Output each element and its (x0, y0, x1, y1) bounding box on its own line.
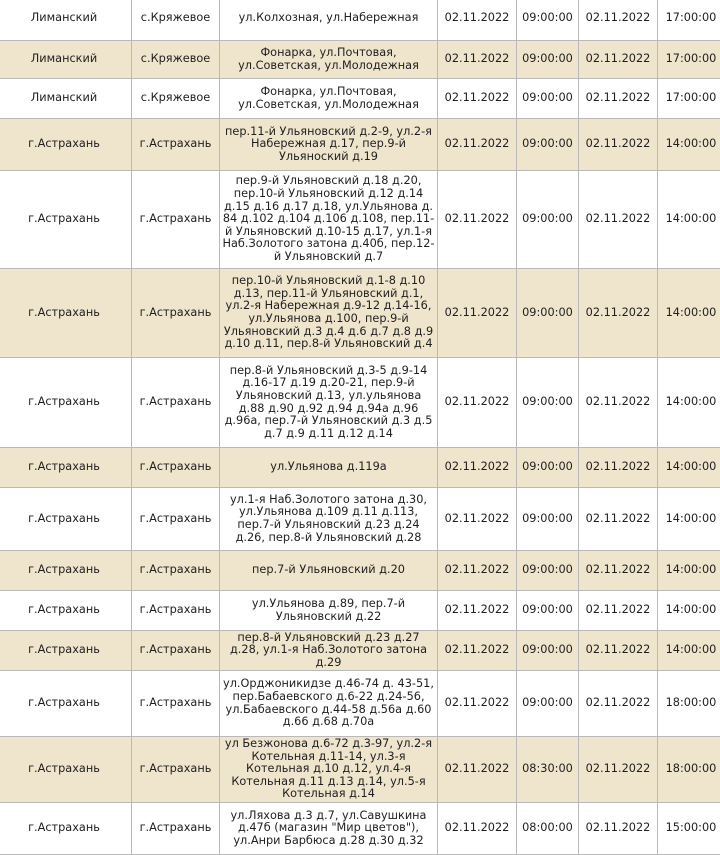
end-time-cell: 14:00:00 (658, 631, 720, 671)
start-time-cell: 09:00:00 (517, 358, 579, 448)
district-cell: г.Астрахань (0, 119, 132, 171)
end-time-cell: 18:00:00 (658, 737, 720, 803)
district-cell: г.Астрахань (0, 269, 132, 358)
end-time-cell: 17:00:00 (658, 41, 720, 79)
start-date-cell: 02.11.2022 (438, 269, 517, 358)
start-time-cell: 09:00:00 (517, 171, 579, 269)
district-cell: г.Астрахань (0, 631, 132, 671)
table-row (0, 79, 720, 119)
streets-cell: пер.8-й Ульяновский д.23 д.27 д.28, ул.1-я Наб.Золотого затона д.29 (220, 631, 438, 671)
start-date-cell: 02.11.2022 (438, 803, 517, 855)
district-cell: г.Астрахань (0, 591, 132, 631)
end-time-cell: 14:00:00 (658, 269, 720, 358)
start-date-cell: 02.11.2022 (438, 79, 517, 119)
district-cell: г.Астрахань (0, 803, 132, 855)
end-time-cell: 15:00:00 (658, 803, 720, 855)
start-time-cell: 09:00:00 (517, 0, 579, 41)
end-date-cell: 02.11.2022 (579, 41, 658, 79)
streets-cell: ул.Орджоникидзе д.46-74 д. 43-51, пер.Бабаевского д.6-22 д.24-56, ул.Бабаевского д.44-58 д.56а д.60 д.66 д.68 д.70а (220, 671, 438, 737)
table-row (0, 0, 720, 41)
start-time-cell: 08:00:00 (517, 803, 579, 855)
end-time-cell: 14:00:00 (658, 591, 720, 631)
start-date-cell: 02.11.2022 (438, 737, 517, 803)
table-row (0, 591, 720, 631)
start-time-cell: 09:00:00 (517, 448, 579, 488)
end-date-cell: 02.11.2022 (579, 119, 658, 171)
place-cell: г.Астрахань (132, 448, 220, 488)
district-cell: г.Астрахань (0, 671, 132, 737)
streets-cell: ул.1-я Наб.Золотого затона д.30, ул.Ульянова д.109 д.11 д.113, пер.7-й Ульяновский д.23 д.24 д.26, пер.8-й Ульяновский д.28 (220, 488, 438, 551)
district-cell: г.Астрахань (0, 737, 132, 803)
district-cell: г.Астрахань (0, 358, 132, 448)
table-row (0, 488, 720, 551)
table-row (0, 551, 720, 591)
end-date-cell: 02.11.2022 (579, 803, 658, 855)
table-row (0, 171, 720, 269)
place-cell: г.Астрахань (132, 358, 220, 448)
start-time-cell: 09:00:00 (517, 119, 579, 171)
table-row (0, 671, 720, 737)
table-row (0, 448, 720, 488)
end-date-cell: 02.11.2022 (579, 0, 658, 41)
district-cell: г.Астрахань (0, 171, 132, 269)
end-time-cell: 14:00:00 (658, 171, 720, 269)
place-cell: г.Астрахань (132, 803, 220, 855)
streets-cell: ул.Колхозная, ул.Набережная (220, 0, 438, 41)
district-cell: Лиманский (0, 41, 132, 79)
table-row (0, 631, 720, 671)
start-date-cell: 02.11.2022 (438, 631, 517, 671)
start-date-cell: 02.11.2022 (438, 358, 517, 448)
end-time-cell: 14:00:00 (658, 488, 720, 551)
streets-cell: пер.9-й Ульяновский д.18 д.20, пер.10-й Ульяновский д.12 д.14 д.15 д.16 д.17 д.18, ул.Ульянова д. 84 д.102 д.104 д.106 д.108, пер.11-й Ульяновский д.10-15 д.17, ул.1-я Наб.Золотого затона д.40б, пер.12-й Ульяновский д.7 (220, 171, 438, 269)
table-row (0, 269, 720, 358)
end-time-cell: 14:00:00 (658, 551, 720, 591)
end-date-cell: 02.11.2022 (579, 269, 658, 358)
district-cell: г.Астрахань (0, 448, 132, 488)
end-date-cell: 02.11.2022 (579, 551, 658, 591)
place-cell: г.Астрахань (132, 671, 220, 737)
streets-cell: Фонарка, ул.Почтовая, ул.Советская, ул.Молодежная (220, 79, 438, 119)
place-cell: г.Астрахань (132, 171, 220, 269)
place-cell: г.Астрахань (132, 269, 220, 358)
end-date-cell: 02.11.2022 (579, 488, 658, 551)
end-date-cell: 02.11.2022 (579, 631, 658, 671)
start-time-cell: 09:00:00 (517, 591, 579, 631)
place-cell: г.Астрахань (132, 591, 220, 631)
start-date-cell: 02.11.2022 (438, 448, 517, 488)
start-date-cell: 02.11.2022 (438, 0, 517, 41)
district-cell: Лиманский (0, 0, 132, 41)
place-cell: г.Астрахань (132, 488, 220, 551)
end-date-cell: 02.11.2022 (579, 671, 658, 737)
streets-cell: ул.Ляхова д.3 д.7, ул.Савушкина д.47б (магазин "Мир цветов"), ул.Анри Барбюса д.28 д.30 д.32 (220, 803, 438, 855)
end-time-cell: 18:00:00 (658, 671, 720, 737)
start-time-cell: 09:00:00 (517, 551, 579, 591)
start-date-cell: 02.11.2022 (438, 591, 517, 631)
table-row (0, 737, 720, 803)
streets-cell: пер.7-й Ульяновский д.20 (220, 551, 438, 591)
streets-cell: ул.Ульянова д.89, пер.7-й Ульяновский д.22 (220, 591, 438, 631)
start-time-cell: 09:00:00 (517, 671, 579, 737)
start-time-cell: 09:00:00 (517, 79, 579, 119)
place-cell: с.Кряжевое (132, 79, 220, 119)
place-cell: г.Астрахань (132, 119, 220, 171)
place-cell: с.Кряжевое (132, 41, 220, 79)
place-cell: г.Астрахань (132, 551, 220, 591)
start-date-cell: 02.11.2022 (438, 671, 517, 737)
table-row (0, 119, 720, 171)
table-row (0, 803, 720, 855)
district-cell: г.Астрахань (0, 551, 132, 591)
end-date-cell: 02.11.2022 (579, 591, 658, 631)
start-date-cell: 02.11.2022 (438, 551, 517, 591)
table-row (0, 358, 720, 448)
start-time-cell: 09:00:00 (517, 41, 579, 79)
end-time-cell: 17:00:00 (658, 0, 720, 41)
streets-cell: ул.Ульянова д.119а (220, 448, 438, 488)
end-date-cell: 02.11.2022 (579, 448, 658, 488)
end-date-cell: 02.11.2022 (579, 171, 658, 269)
start-date-cell: 02.11.2022 (438, 488, 517, 551)
streets-cell: пер.8-й Ульяновский д.3-5 д.9-14 д.16-17 д.19 д.20-21, пер.9-й Ульяновский д.13, ул.ульянова д.88 д.90 д.92 д.94 д.94а д.96 д.96а, пер.7-й Ульяновский д.3 д.5 д.7 д.9 д.11 д.12 д.14 (220, 358, 438, 448)
streets-cell: пер.11-й Ульяновский д.2-9, ул.2-я Набережная д.17, пер.9-й Ульяноский д.19 (220, 119, 438, 171)
place-cell: с.Кряжевое (132, 0, 220, 41)
start-time-cell: 09:00:00 (517, 488, 579, 551)
streets-cell: ул Безжонова д.6-72 д.3-97, ул.2-я Котельная д.11-14, ул.3-я Котельная д.10 д.12, ул.4-я Котельная д.11 д.13 д.14, ул.5-я Котельная д.14 (220, 737, 438, 803)
end-time-cell: 17:00:00 (658, 79, 720, 119)
place-cell: г.Астрахань (132, 631, 220, 671)
table-row (0, 41, 720, 79)
district-cell: г.Астрахань (0, 488, 132, 551)
end-time-cell: 14:00:00 (658, 448, 720, 488)
start-date-cell: 02.11.2022 (438, 171, 517, 269)
streets-cell: пер.10-й Ульяновский д.1-8 д.10 д.13, пер.11-й Ульяновский д.1, ул.2-я Набережная д.9-12 д.14-16, ул.Ульянова д.100, пер.9-й Ульяновский д.3 д.4 д.6 д.7 д.8 д.9 д.10 д.11, пер.8-й Ульяновский д.4 (220, 269, 438, 358)
end-date-cell: 02.11.2022 (579, 358, 658, 448)
start-time-cell: 09:00:00 (517, 269, 579, 358)
end-time-cell: 14:00:00 (658, 119, 720, 171)
start-time-cell: 08:30:00 (517, 737, 579, 803)
end-date-cell: 02.11.2022 (579, 737, 658, 803)
end-time-cell: 14:00:00 (658, 358, 720, 448)
district-cell: Лиманский (0, 79, 132, 119)
streets-cell: Фонарка, ул.Почтовая, ул.Советская, ул.Молодежная (220, 41, 438, 79)
start-date-cell: 02.11.2022 (438, 119, 517, 171)
place-cell: г.Астрахань (132, 737, 220, 803)
start-date-cell: 02.11.2022 (438, 41, 517, 79)
end-date-cell: 02.11.2022 (579, 79, 658, 119)
start-time-cell: 09:00:00 (517, 631, 579, 671)
